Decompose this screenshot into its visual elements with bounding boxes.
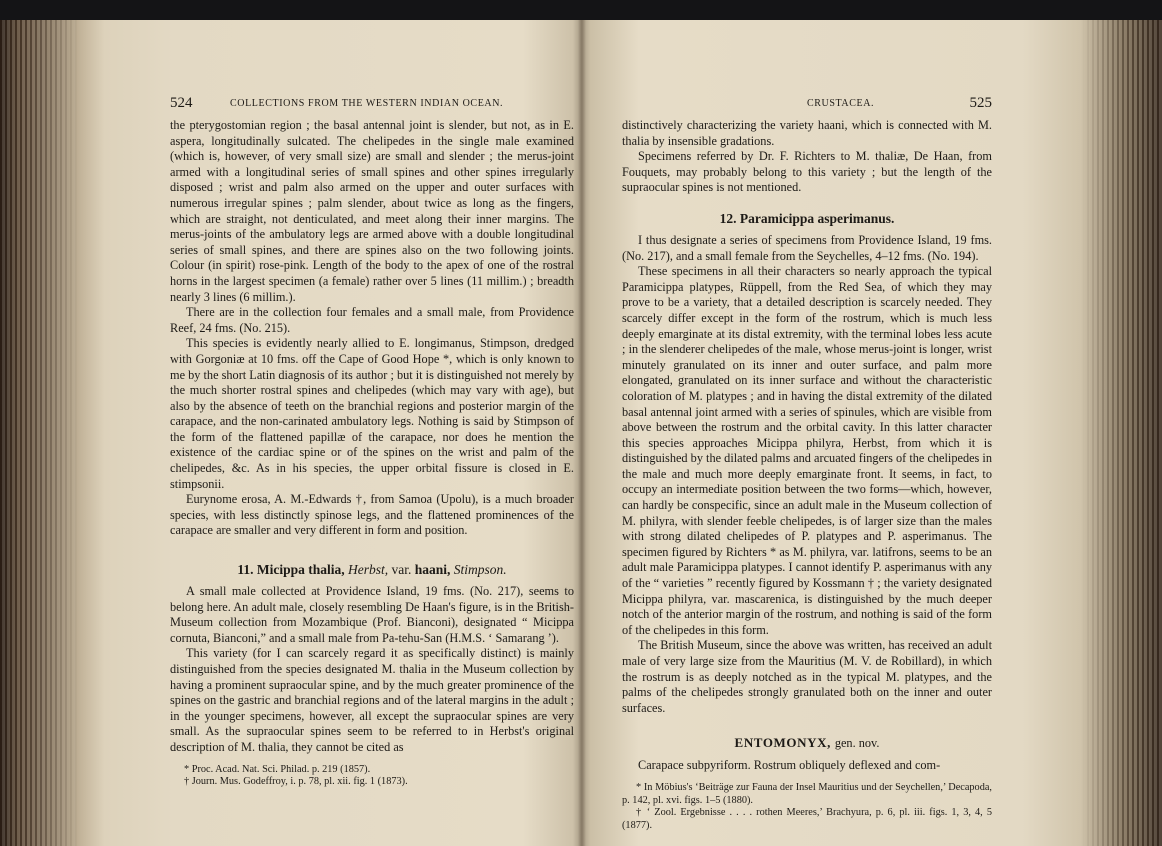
left-page-number: 524 [170, 95, 193, 111]
right-page-number: 525 [969, 95, 992, 111]
right-paragraph: Carapace subpyriform. Rostrum obliquely deflexed and com- [638, 758, 941, 773]
left-paragraph: Eurynome erosa, A. M.-Edwards †, from Samoa (Upolu), is a much broader species, with less distinctly spinose legs, and the flattened prominences of the carapace are smaller and very different in form and position. [170, 492, 574, 538]
heading-species: 11. Micippa thalia, [237, 562, 345, 578]
right-paragraph: Specimens referred by Dr. F. Richters to M. thaliæ, De Haan, from Fouquets, may probably belong to this variety ; but the length of the supraocular spines is not mentioned. [622, 149, 992, 195]
right-paragraph: I thus designate a series of specimens from Providence Island, 19 fms. (No. 217), and a small female from the Seychelles, 4–12 fms. (No. 194). [622, 232, 992, 263]
right-page-edges [1082, 20, 1162, 846]
heading-variety: haani, [414, 562, 451, 578]
left-footnotes [170, 764, 574, 789]
heading-genus: ENTOMONYX, [734, 735, 831, 751]
footnote: † Journ. Mus. Godeffroy, i. p. 78, pl. xii. fig. 1 (1873). [184, 776, 408, 788]
left-paragraph: This species is evidently nearly allied to E. longimanus, Stimpson, dredged with Gorgoniæ at 10 fms. off the Cape of Good Hope *, which is only known to me by the short Latin diagnosis of its author ; but it is distinguished not merely by the much shorter rostral spines and chelipedes (which may vary with age), but also by the absence of teeth on the branchial regions and posterior margin of the carapace, and the non-carinated ambulatory legs. Nothing is said by Stimpson of the form of the flattened papillæ of the carapace, nor does he mention the existence of the cardiac spine or of the spines on the wrist and palm of the chelipedes, &c. As in his species, the upper orbital fissure is closed in E. stimpsonii. [170, 336, 574, 491]
left-page [160, 0, 574, 846]
left-paragraph: This variety (for I can scarcely regard it as specifically distinct) is mainly distinguished from the species designated M. thalia in the Museum collection by having a prominent supraocular spine, and by the much greater prominence of the spines on the gastric and branchial regions and of the lateral margins in the adult ; in the younger specimens, however, all except the supraocular spines are very small. As the supraocular spines seem to be referred to in Herbst's original description of M. thalia, they cannot be cited as [170, 646, 574, 754]
left-paragraph: the pterygostomian region ; the basal antennal joint is slender, but not, as in E. aspera, longitudinally sulcated. The chelipedes in the single male examined (which is, however, of very small size) are small and slender ; the merus-joint armed with a longitudinal series of small spines and other spines irregularly disposed ; wrist and palm also armed on the upper and outer surfaces with numerous irregular spines ; palm slender, about twice as long as the fingers, which are straight, not denticulated, and meet along their inner margins. The merus-joints of the ambulatory legs are armed above with a double longitudinal series of small spines, and there are spines also on the two following joints. Colour (in spirit) rose-pink. Length of the body to the apex of one of the rostral horns in the largest specimen (a female) rather over 5 lines (11 millim.) ; breadth nearly 3 lines (6 millim.). [170, 118, 574, 304]
right-paragraph: distinctively characterizing the variety haani, which is connected with M. thalia by insensible gradations. [622, 118, 992, 148]
footnote: * In Möbius's ‘Beiträge zur Fauna der Insel Mauritius und der Seychellen,’ Decapoda, p. 142, pl. xvi. figs. 1–5 (1880). [622, 781, 992, 806]
left-page-body [170, 118, 574, 789]
book-gutter [578, 20, 586, 846]
left-running-head [170, 97, 574, 113]
left-paragraph: A small male collected at Providence Island, 19 fms. (No. 217), seems to belong here. An adult male, closely resembling De Haan's figure, is in the British-Museum collection from Mozambique (Prof. Bianconi), designated “ Micippa cornuta, Bianconi,” and a small male from Pa-tehu-San (H.M.S. ‘ Samarang ’). [170, 584, 574, 645]
footnote: † ‘ Zool. Ergebnisse . . . . rothen Meeres,’ Brachyura, p. 6, pl. iii. figs. 1, 3, 4, 5 (1877). [622, 807, 992, 831]
heading-author: Herbst, [347, 562, 389, 578]
left-paragraph: There are in the collection four females and a small male, from Providence Reef, 24 fms. (No. 215). [170, 305, 574, 335]
left-page-edges [0, 20, 80, 846]
heading-variety-author: Stimpson. [453, 562, 507, 578]
section-heading-paramicippa: 12. Paramicippa asperimanus. [719, 210, 895, 226]
right-paragraph: These specimens in all their characters so nearly approach the typical Paramicippa platypes, Rüppell, from the Red Sea, of which they may prove to be a variety, that a detailed description is scarcely needed. They scarcely differ except in the form of the rostrum, which is much less deeply emarginate at its distal extremity, with the terminal lobes less acute ; in the slenderer chelipedes of the male, whose merus-joint is longer, wrist minutely granulated on its inner and outer surface, and palm more elongated, granulated on its inner surface and without the characteristic coloration of M. platypes ; and in having the distal extremity of the dilated basal antennal joint armed with a series of spinules, which are visible from above between the rostrum and the orbital cavity. In this latter character this species approaches Micippa philyra, Herbst, from which it is distinguished by the dilated palms and arcuated fingers of the chelipedes in the male and much more deeply emarginate front. It seems, in fact, to occupy an intermediate position between the two forms—which, however, can hardly be conspecific, since an adult male in the Museum collection of M. philyra, with slender feeble chelipedes, is of larger size than the males with strong dilated chelipedes of P. platypes and P. asperimanus. The specimen figured by Richters * as M. philyra, var. latifrons, seems to be an adult male Paramicippa platypes. I cannot identify P. asperimanus with any of the “ varieties ” recently figured by Kossmann † ; the variety designated Micippa philyra, var. mascarenica, is distinguished by the much deeper notch of the anterior margin of the rostrum, and nothing is said of the form of the chelipedes in this form. [622, 264, 992, 637]
right-paragraph: The British Museum, since the above was written, has received an adult male of very large size from the Mauritius (M. V. de Robillard), in which the rostrum is as deeply notched as in the typical M. platypes, and the palms of the chelipedes strongly granulated both on the inner and outer surfaces. [622, 638, 992, 715]
right-page [594, 0, 1006, 846]
right-running-head [622, 97, 992, 113]
heading-var: var. [391, 562, 412, 578]
footnote: * Proc. Acad. Nat. Sci. Philad. p. 219 (1857). [184, 763, 371, 775]
section-heading-entomonyx [622, 734, 992, 752]
right-running-title: CRUSTACEA. [807, 98, 875, 109]
right-footnotes [622, 782, 992, 832]
heading-genus-note: gen. nov. [834, 736, 880, 751]
left-running-title: COLLECTIONS FROM THE WESTERN INDIAN OCEAN. [230, 98, 504, 109]
right-page-body [622, 118, 992, 832]
section-heading-micippa-thalia [170, 561, 574, 578]
